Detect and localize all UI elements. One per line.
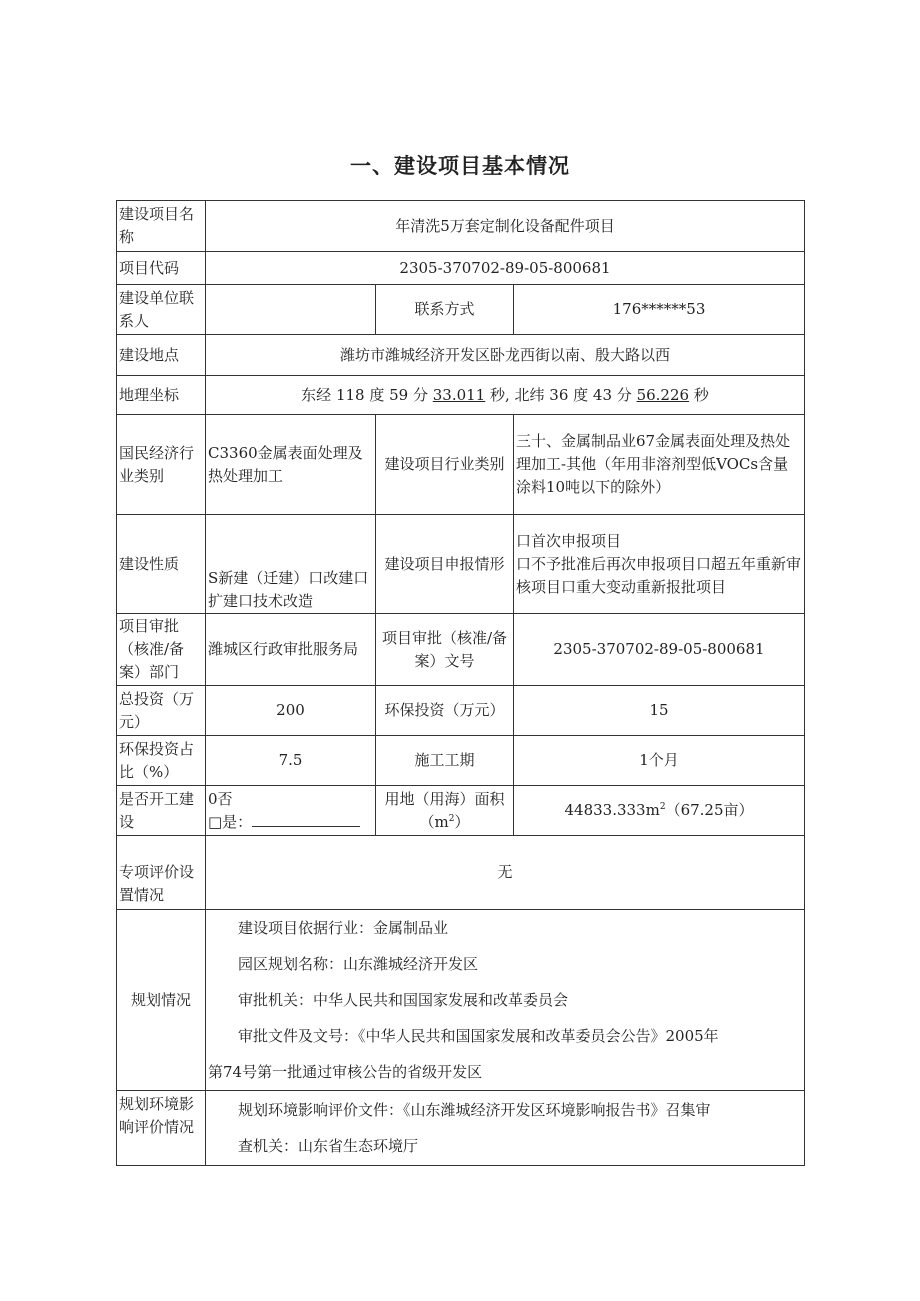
row-label: 建设项目申报情形 [376,515,514,614]
land-area-value: 44833.333m [564,801,660,819]
planning-info [206,910,805,1091]
coord-text: 东经 118 度 59 分 [301,385,433,404]
construction-nature: S新建（迁建）口改建口扩建口技术改造 [206,515,376,614]
table-row [117,736,805,786]
table-row [117,786,805,836]
eia-info [206,1091,805,1166]
started-options [206,786,376,836]
planning-line: 园区规划名称：山东潍城经济开发区 [238,955,479,973]
special-evaluation: 无 [206,836,805,910]
declaration-line: 口不予批准后再次申报项目口超五年重新审核项目口重大变动重新报批项目 [516,554,802,596]
table-row [117,335,805,376]
row-label: 规划环境影响评价情况 [117,1091,206,1166]
row-label: 地理坐标 [117,376,206,415]
latitude-seconds: 56.226 [636,385,690,404]
approval-department: 潍城区行政审批服务局 [206,614,376,686]
table-row [117,376,805,415]
table-row [117,515,805,614]
row-label: 项目审批（核准/备案）文号 [376,614,514,686]
land-area-mu: （67.25亩） [665,801,754,819]
row-label: 联系方式 [376,285,514,335]
longitude-seconds: 33.011 [432,385,486,404]
geo-coordinates [206,376,805,415]
row-label: 建设项目名称 [117,201,206,252]
declaration-line: 口首次申报项目 [516,531,622,550]
row-label: 建设性质 [117,515,206,614]
superscript: 2 [659,802,666,812]
construction-period: 1个月 [514,736,805,786]
planning-line: 审批文件及文号：《中华人民共和国国家发展和改革委员会公告》2005年 [238,1027,719,1045]
land-area [514,786,805,836]
row-label: 总投资（万元） [117,686,206,736]
row-label [376,786,514,836]
row-label: 项目代码 [117,252,206,285]
row-label: 是否开工建设 [117,786,206,836]
row-label: 规划情况 [117,910,206,1091]
land-area-label-end: ） [454,812,470,831]
eia-line: 查机关：山东省生态环境厅 [238,1137,419,1155]
project-info-table [116,200,805,1166]
row-label: 环保投资占比（%） [117,736,206,786]
planning-line: 审批机关：中华人民共和国国家发展和改革委员会 [238,991,569,1009]
row-label: 建设项目行业类别 [376,415,514,515]
project-location: 潍坊市潍城经济开发区卧龙西街以南、殷大路以西 [206,335,805,376]
superscript: 2 [448,813,455,824]
eia-line: 规划环境影响评价文件：《山东潍城经济开发区环境影响报告书》召集审 [238,1101,711,1119]
contact-person [206,285,376,335]
option-yes: □是： [208,812,253,831]
row-label: 项目审批（核准/备案）部门 [117,614,206,686]
table-row [117,201,805,252]
table-row [117,614,805,686]
approval-number: 2305-370702-89-05-800681 [514,614,805,686]
industry-category: C3360金属表面处理及热处理加工 [206,415,376,515]
table-row [117,285,805,335]
env-investment: 15 [514,686,805,736]
project-code: 2305-370702-89-05-800681 [206,252,805,285]
row-label: 建设地点 [117,335,206,376]
row-label: 施工工期 [376,736,514,786]
table-row [117,415,805,515]
row-label: 建设单位联系人 [117,285,206,335]
row-label: 环保投资（万元） [376,686,514,736]
row-label: 专项评价设置情况 [117,836,206,910]
page-title: 一、建设项目基本情况 [350,154,570,178]
land-area-label: 用地（用海）面积（m [384,789,505,831]
env-investment-ratio: 7.5 [206,736,376,786]
option-no: 0否 [208,789,233,808]
blank-line [252,811,360,827]
coord-text: 秒, 北纬 36 度 43 分 [485,385,637,404]
declaration-situation [514,515,805,614]
table-row [117,252,805,285]
coord-text: 秒 [689,385,709,404]
table-row [117,1091,805,1166]
total-investment: 200 [206,686,376,736]
table-row [117,910,805,1091]
project-name: 年清洗5万套定制化设备配件项目 [206,201,805,252]
row-label: 国民经济行业类别 [117,415,206,515]
planning-line: 建设项目依据行业：金属制品业 [238,919,449,937]
table-row [117,686,805,736]
project-industry-category: 三十、金属制品业67金属表面处理及热处理加工-其他（年用非溶剂型低VOCs含量涂料10吨以下的除外） [514,415,805,515]
contact-phone: 176******53 [514,285,805,335]
table-row [117,836,805,910]
planning-line: 第74号第一批通过审核公告的省级开发区 [208,1063,483,1081]
